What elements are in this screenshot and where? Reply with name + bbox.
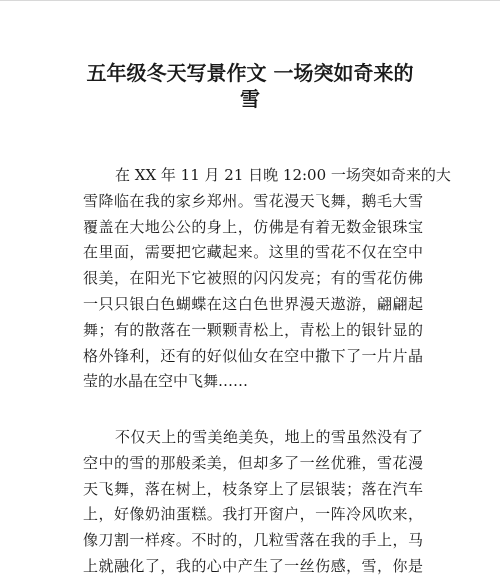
- page-top-border: [0, 0, 500, 1]
- title-line: 雪: [240, 87, 260, 111]
- text-line: 像刀割一样疼。不时的，几粒雪落在我的手上，马: [83, 531, 423, 550]
- text-line: 在里面，需要把它藏起来。这里的雪花不仅在空中: [83, 243, 423, 262]
- paragraph-2: [83, 425, 423, 580]
- text-line: 空中的雪的那般柔美，但却多了一丝优雅，雪花漫: [83, 453, 423, 472]
- text-line: 天飞舞，落在树上，枝条穿上了层银装；落在汽车: [83, 479, 423, 498]
- text-line: 上就融化了，我的心中产生了一丝伤感，雪，你是: [83, 556, 423, 575]
- text-line: 上，好像奶油蛋糕。我打开窗户，一阵冷风吹来，: [83, 505, 423, 524]
- text-line: 雪降临在我的家乡郑州。雪花漫天飞舞，鹅毛大雪: [83, 191, 423, 210]
- text-line: 舞；有的散落在一颗颗青松上，青松上的银针显的: [83, 320, 423, 339]
- text-line: 一只只银白色蝴蝶在这白色世界漫天遨游，翩翩起: [83, 294, 423, 313]
- text-line: 在 XX 年 11 月 21 日晚 12:00 一场突如奇来的大: [115, 166, 451, 184]
- text-line: 很美，在阳光下它被照的闪闪发亮；有的雪花仿佛: [83, 269, 423, 288]
- text-line: 格外锋利，还有的好似仙女在空中撒下了一片片晶: [83, 346, 423, 365]
- paragraph-1: [83, 163, 451, 395]
- text-line: 莹的水晶在空中飞舞……: [83, 372, 249, 391]
- text-line: 不仅天上的雪美绝美奂，地上的雪虽然没有了: [115, 428, 423, 446]
- page-title: [60, 60, 440, 112]
- text-line: 覆盖在大地公公的身上，仿佛是有着无数金银珠宝: [83, 217, 423, 236]
- title-line: 五年级冬天写景作文 一场突如奇来的: [86, 61, 414, 85]
